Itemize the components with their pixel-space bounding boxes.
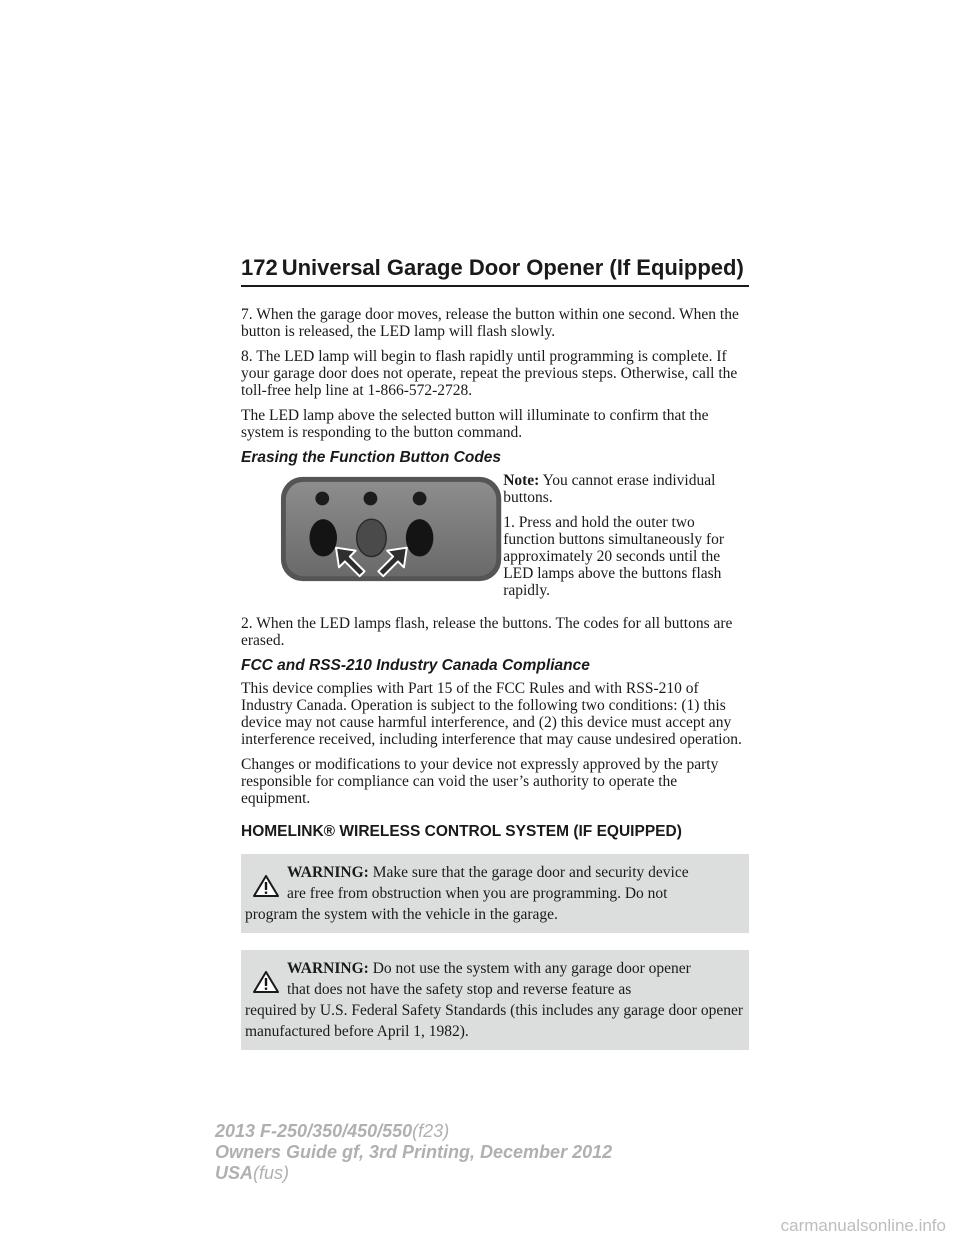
warning-text-line-2: that does not have the safety stop and reverse feature as — [287, 981, 632, 998]
fcc-paragraph-1: This device complies with Part 15 of the FCC Rules and with RSS-210 of Industry Canada. Operation is subject to the following two conditions: (1) this device may not cause harmful interference, and (2) this device must accept any interference received, including interference that may cause undesired operation. — [241, 680, 742, 748]
step-1: 1. Press and hold the outer two function buttons simultaneously for approximately 20 seconds until the LED lamps above the buttons flash rapidly. — [503, 514, 725, 599]
warning-box-1 — [241, 854, 749, 933]
page-title: Universal Garage Door Opener (If Equipped) — [281, 255, 744, 280]
fcc-heading: FCC and RSS-210 Industry Canada Compliance — [241, 657, 590, 674]
page-header — [241, 255, 749, 287]
paragraph-led-confirm: The LED lamp above the selected button will illuminate to confirm that the system is responding to the button command. — [241, 407, 709, 441]
paragraph-step-7: 7. When the garage door moves, release the button within one second. When the button is released, the LED lamp will flash slowly. — [241, 306, 739, 340]
warning-triangle-icon — [253, 874, 279, 898]
footer-region-code: (fus) — [253, 1163, 290, 1183]
erasing-instructions — [503, 472, 749, 607]
step-2: 2. When the LED lamps flash, release the buttons. The codes for all buttons are erased. — [241, 615, 733, 649]
footer-guide: Owners Guide gf, 3rd Printing, December 2012 — [215, 1142, 613, 1162]
warning-text-line-1: Make sure that the garage door and security device — [372, 864, 689, 881]
document-footer — [215, 1121, 612, 1184]
erasing-section — [241, 472, 749, 607]
page-number: 172 — [241, 255, 278, 280]
homelink-heading: HOMELINK® WIRELESS CONTROL SYSTEM (IF EQUIPPED) — [241, 823, 682, 840]
erasing-heading: Erasing the Function Button Codes — [241, 449, 502, 466]
note-text: You cannot erase individual buttons. — [503, 472, 716, 506]
footer-region-line — [215, 1163, 612, 1184]
footer-model-code: (f23) — [412, 1121, 450, 1141]
warning-box-2 — [241, 950, 749, 1050]
note-label: Note: — [503, 472, 540, 489]
warning-label: WARNING: — [287, 864, 369, 881]
warning-label: WARNING: — [287, 960, 369, 977]
page-content — [241, 306, 749, 1067]
warning-text-line-2: are free from obstruction when you are programming. Do not — [287, 885, 668, 902]
warning-text-rest: required by U.S. Federal Safety Standards (this includes any garage door opener manufactured before April 1, 1982). — [245, 1002, 744, 1040]
footer-model: 2013 F-250/350/450/550 — [215, 1121, 413, 1141]
paragraph-step-8: 8. The LED lamp will begin to flash rapidly until programming is complete. If your garage door does not operate, repeat the previous steps. Otherwise, call the toll-free help line at 1-866-572-2728. — [241, 348, 738, 399]
note — [503, 472, 749, 506]
fcc-paragraph-2: Changes or modifications to your device not expressly approved by the party responsible for compliance can void the user’s authority to operate the equipment. — [241, 756, 719, 807]
footer-model-line — [215, 1121, 612, 1142]
warning-triangle-icon — [253, 970, 279, 994]
garage-opener-buttons-illustration — [279, 474, 503, 586]
warning-text-line-1: Do not use the system with any garage door opener — [372, 960, 691, 977]
watermark: carmanualsonline.info — [780, 1216, 946, 1235]
warning-text-rest: program the system with the vehicle in the garage. — [245, 906, 558, 923]
footer-region: USA — [215, 1163, 254, 1183]
